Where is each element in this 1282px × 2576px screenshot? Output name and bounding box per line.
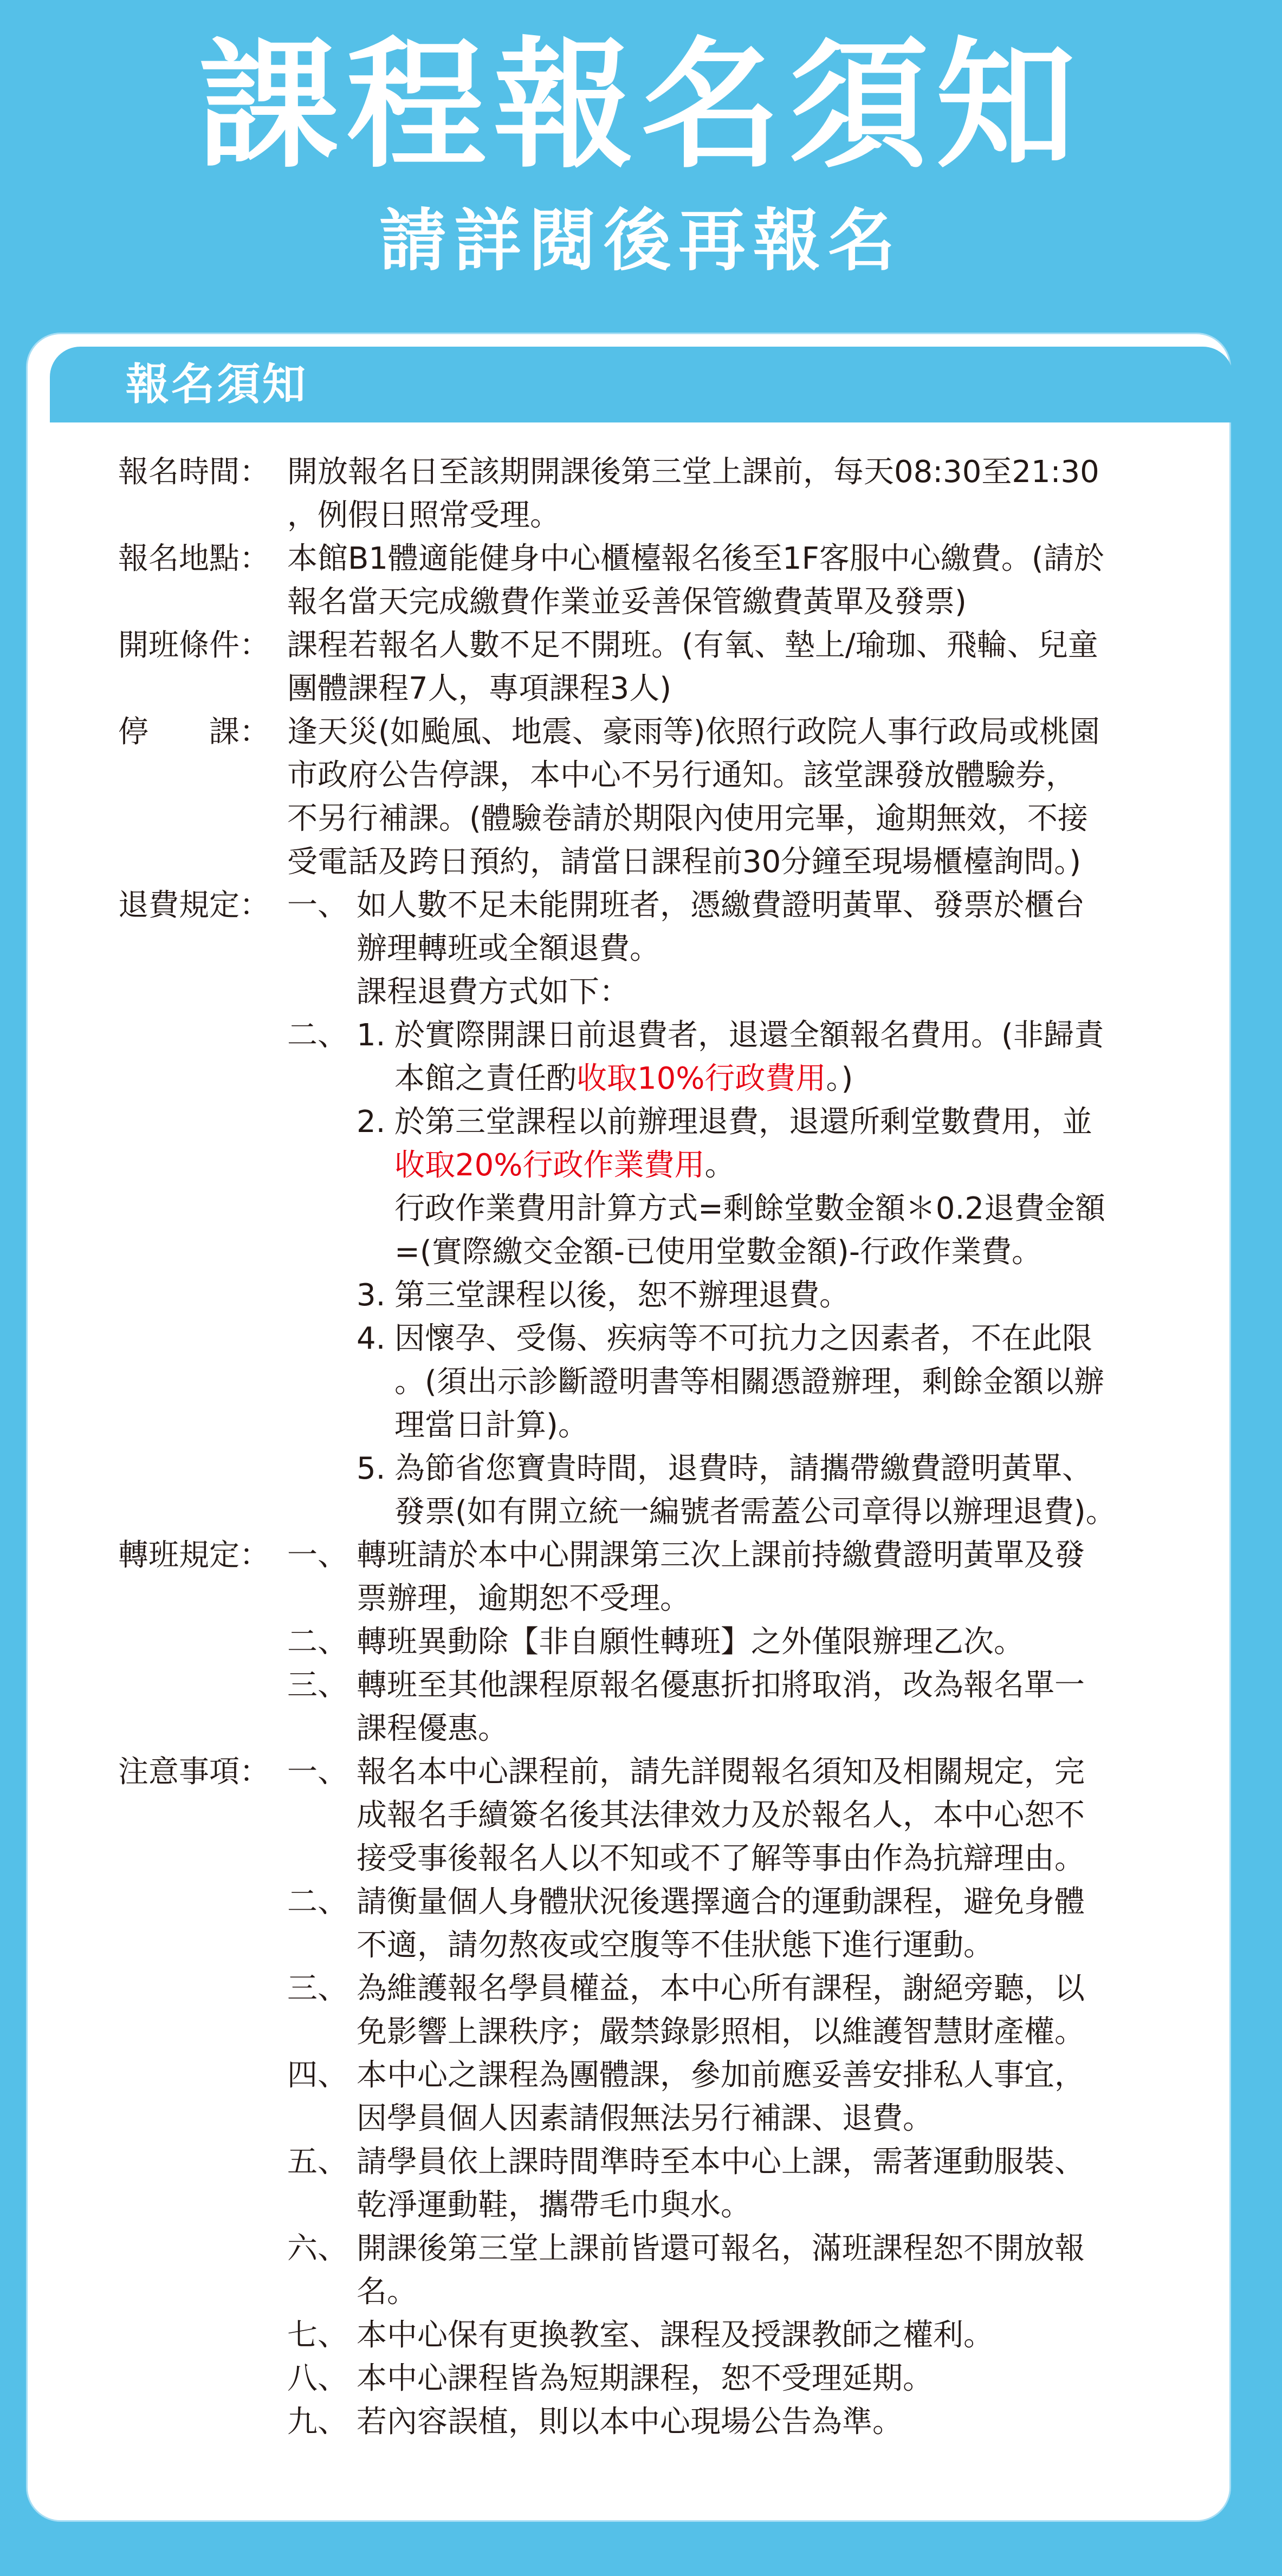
refund-subrule-3	[357, 1274, 1196, 1317]
rule-line: 票辦理，逾期恕不受理。	[357, 1581, 690, 1616]
rule-line: 本中心之課程為團體課，參加前應妥善安排私人事宜，	[357, 2058, 1085, 2093]
item-label: 停 課：	[118, 714, 270, 750]
item-registration-time	[118, 451, 1196, 537]
item-label: 報名時間：	[118, 454, 270, 490]
item-label: 轉班規定：	[118, 1538, 270, 1573]
rule-line: 名。	[357, 2274, 417, 2310]
item-refund-rules	[118, 884, 1196, 1534]
page-subtitle: 請詳閱後再報名	[379, 202, 903, 280]
rule-line: 免影響上課秩序；嚴禁錄影照相，以維護智慧財產權。	[357, 2014, 1085, 2050]
rule-line: 請學員依上課時間準時至本中心上課，需著運動服裝、	[357, 2144, 1085, 2180]
rule-line: 辦理轉班或全額退費。	[357, 931, 660, 966]
subrule-text: 。	[704, 1148, 735, 1183]
item-label: 報名地點：	[118, 541, 270, 576]
rule-number: 一、	[287, 888, 348, 923]
subrule-number: 1.	[357, 1018, 386, 1053]
fee-highlight: 收取10%行政費用	[577, 1061, 826, 1096]
item-line: 團體課程7人，專項課程3人)	[287, 671, 672, 706]
rule-number: 四、	[287, 2058, 348, 2093]
item-class-conditions	[118, 624, 1196, 711]
subrule-number: 2.	[357, 1104, 386, 1140]
rule-line: 若內容誤植，則以本中心現場公告為準。	[357, 2404, 903, 2440]
rule-line: 開課後第三堂上課前皆還可報名，滿班課程恕不開放報	[357, 2231, 1085, 2266]
rule-number: 五、	[287, 2144, 348, 2180]
subrule-number: 5.	[357, 1451, 386, 1486]
item-line: 課程若報名人數不足不開班。(有氧、墊上/瑜珈、飛輪、兒童	[287, 628, 1098, 663]
rule-number: 三、	[287, 1971, 348, 2006]
section-title: 報名須知	[126, 359, 308, 409]
item-registration-location	[118, 537, 1196, 624]
subrule-line: 於實際開課日前退費者，退還全額報名費用。(非歸責	[394, 1018, 1104, 1053]
rule-number: 七、	[287, 2318, 348, 2353]
rule-line: 為維護報名學員權益，本中心所有課程，謝絕旁聽，以	[357, 1971, 1085, 2006]
rule-line: 轉班請於本中心開課第三次上課前持繳費證明黃單及發	[357, 1538, 1085, 1573]
note-1	[287, 1751, 1196, 1881]
subrule-line	[394, 1144, 1196, 1187]
subrule-line: 於第三堂課程以前辦理退費，退還所剩堂數費用，並	[394, 1104, 1092, 1140]
rule-line: 成報名手續簽名後其法律效力及於報名人，本中心恕不	[357, 1798, 1085, 1833]
subrule-line: 。(須出示診斷證明書等相關憑證辦理，剩餘金額以辦	[394, 1364, 1104, 1400]
item-class-suspension	[118, 711, 1196, 884]
rule-number: 一、	[287, 1754, 348, 1790]
rule-line: 報名本中心課程前，請先詳閱報名須知及相關規定，完	[357, 1754, 1085, 1790]
subrule-text: 本館之責任酌	[394, 1061, 577, 1096]
fee-highlight: 收取20%行政作業費用	[394, 1148, 705, 1183]
subrule-line	[394, 1057, 1196, 1101]
refund-subrule-1	[357, 1014, 1196, 1101]
section-header	[50, 347, 1233, 422]
rule-line: 本中心保有更換教室、課程及授課教師之權利。	[357, 2318, 994, 2353]
item-line: 市政府公告停課，本中心不另行通知。該堂課發放體驗券，	[287, 758, 1076, 793]
rule-line: 轉班至其他課程原報名優惠折扣將取消，改為報名單一	[357, 1668, 1085, 1703]
note-2	[287, 1881, 1196, 1967]
rule-line: 乾淨運動鞋，攜帶毛巾與水。	[357, 2188, 751, 2223]
item-line: 逢天災(如颱風、地震、豪雨等)依照行政院人事行政局或桃園	[287, 714, 1100, 750]
note-6	[287, 2227, 1196, 2314]
rule-line: 接受事後報名人以不知或不了解等事由作為抗辯理由。	[357, 1841, 1085, 1876]
rule-line: 如人數不足未能開班者，憑繳費證明黃單、發票於櫃台	[357, 888, 1085, 923]
subrule-line: =(實際繳交金額-已使用堂數金額)-行政作業費。	[394, 1234, 1043, 1270]
item-line: 本館B1體適能健身中心櫃檯報名後至1F客服中心繳費。(請於	[287, 541, 1104, 576]
subrule-line: 發票(如有開立統一編號者需蓋公司章得以辦理退費)。	[394, 1494, 1116, 1530]
rule-number: 二、	[287, 1018, 348, 1053]
item-label: 注意事項：	[118, 1754, 270, 1790]
transfer-rule-2	[287, 1621, 1196, 1664]
rule-line: 不適，請勿熬夜或空腹等不佳狀態下進行運動。	[357, 1928, 994, 1963]
note-7	[287, 2314, 1196, 2357]
subrule-number: 3.	[357, 1278, 386, 1313]
refund-rule-1	[287, 884, 1196, 1014]
rule-number: 二、	[287, 1624, 348, 1660]
transfer-rule-3	[287, 1664, 1196, 1751]
rule-line: 課程優惠。	[357, 1711, 508, 1746]
subrule-text: 。)	[826, 1061, 853, 1096]
rule-number: 八、	[287, 2361, 348, 2396]
item-line: ，例假日照常受理。	[287, 498, 560, 533]
subrule-number: 4.	[357, 1321, 386, 1356]
item-line: 報名當天完成繳費作業並妥善保管繳費黃單及發票)	[287, 584, 967, 620]
note-8	[287, 2357, 1196, 2401]
rule-number: 三、	[287, 1668, 348, 1703]
subrule-line: 為節省您寶貴時間，退費時，請攜帶繳費證明黃單、	[394, 1451, 1092, 1486]
note-4	[287, 2054, 1196, 2141]
item-label: 退費規定：	[118, 888, 270, 923]
note-9	[287, 2401, 1196, 2444]
refund-rule-2	[287, 1014, 1196, 1534]
transfer-rule-1	[287, 1534, 1196, 1621]
note-3	[287, 1967, 1196, 2054]
rule-line: 本中心課程皆為短期課程，恕不受理延期。	[357, 2361, 933, 2396]
rule-line: 轉班異動除【非自願性轉班】之外僅限辦理乙次。	[357, 1624, 1024, 1660]
subrule-line: 因懷孕、受傷、疾病等不可抗力之因素者，不在此限	[394, 1321, 1092, 1356]
rule-line: 因學員個人因素請假無法另行補課、退費。	[357, 2101, 933, 2136]
rule-line: 課程退費方式如下：	[357, 974, 630, 1010]
rule-line: 請衡量個人身體狀況後選擇適合的運動課程，避免身體	[357, 1884, 1085, 1920]
subrule-line: 第三堂課程以後，恕不辦理退費。	[394, 1278, 850, 1313]
rule-number: 六、	[287, 2231, 348, 2266]
item-line: 不另行補課。(體驗卷請於期限內使用完畢，逾期無效，不接	[287, 801, 1088, 836]
refund-subrule-2	[357, 1101, 1196, 1274]
subrule-line: 理當日計算)。	[394, 1408, 588, 1443]
page-title: 課程報名須知	[199, 24, 1083, 187]
refund-subrule-4	[357, 1317, 1196, 1447]
rule-number: 二、	[287, 1884, 348, 1920]
rule-number: 九、	[287, 2404, 348, 2440]
note-5	[287, 2141, 1196, 2227]
subrule-line: 行政作業費用計算方式=剩餘堂數金額＊0.2退費金額	[394, 1191, 1105, 1226]
item-label: 開班條件：	[118, 628, 270, 663]
item-line: 受電話及跨日預約，請當日課程前30分鐘至現場櫃檯詢問。)	[287, 844, 1082, 880]
item-transfer-rules	[118, 1534, 1196, 1751]
item-notes	[118, 1751, 1196, 2444]
notice-content	[118, 451, 1196, 2444]
rule-number: 一、	[287, 1538, 348, 1573]
refund-subrule-5	[357, 1447, 1196, 1534]
item-line: 開放報名日至該期開課後第三堂上課前，每天08:30至21:30	[287, 454, 1099, 490]
